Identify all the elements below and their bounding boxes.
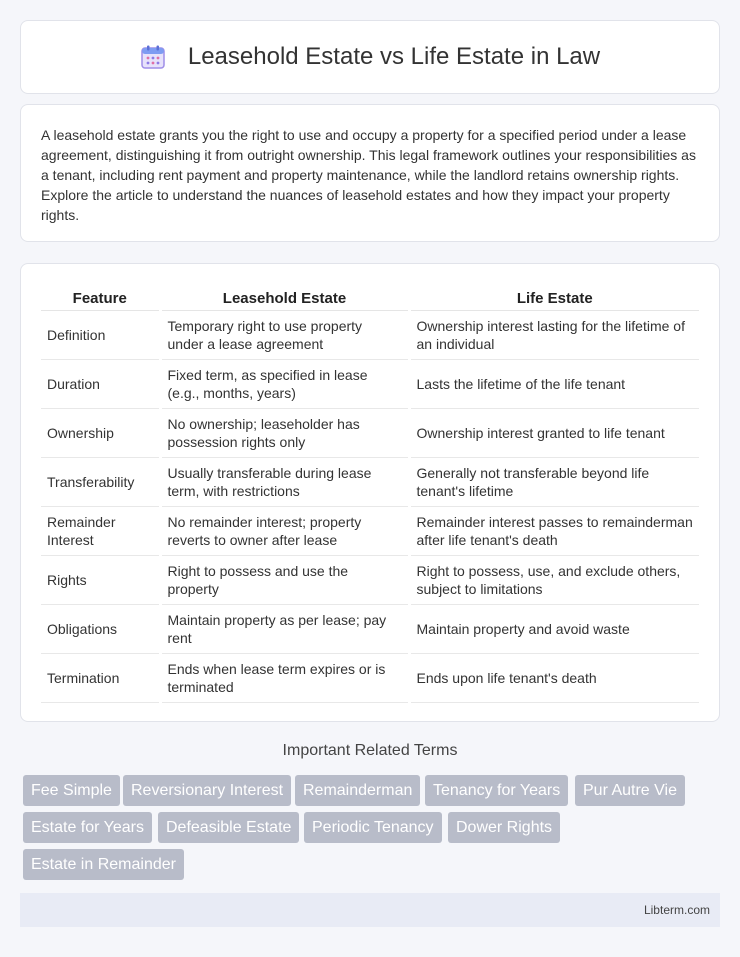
calendar-icon <box>140 44 166 70</box>
tag-fee-simple[interactable]: Fee Simple <box>23 775 120 806</box>
tag-remainderman[interactable]: Remainderman <box>295 775 420 806</box>
footer-site-link[interactable]: Libterm.com <box>643 903 710 917</box>
feature-cell: Obligations <box>41 604 160 653</box>
table-row <box>41 408 699 457</box>
tag-defeasible-estate[interactable]: Defeasible Estate <box>158 812 299 843</box>
life-estate-cell: Remainder interest passes to remainderman after life tenant's death <box>409 506 699 555</box>
life-estate-cell: Right to possess, use, and exclude others, subject to limitations <box>409 555 699 604</box>
feature-cell: Ownership <box>41 408 160 457</box>
tag-pur-autre-vie[interactable]: Pur Autre Vie <box>575 775 685 806</box>
table-row <box>41 604 699 653</box>
feature-cell: Transferability <box>41 457 160 506</box>
leasehold-cell: No ownership; leaseholder has possession rights only <box>160 408 409 457</box>
comparison-table-card <box>20 263 720 722</box>
tag-estate-in-remainder[interactable]: Estate in Remainder <box>23 849 184 880</box>
column-header-life-estate: Life Estate <box>409 284 699 310</box>
tag-reversionary-interest[interactable]: Reversionary Interest <box>123 775 291 806</box>
life-estate-cell: Generally not transferable beyond life tenant's lifetime <box>409 457 699 506</box>
header-card <box>20 20 720 94</box>
comparison-table <box>41 284 699 703</box>
intro-card <box>20 104 720 242</box>
column-header-leasehold: Leasehold Estate <box>160 284 409 310</box>
page-title: Leasehold Estate vs Life Estate in Law <box>187 43 601 70</box>
life-estate-cell: Ownership interest granted to life tenant <box>409 408 699 457</box>
table-header-row <box>41 284 699 310</box>
tag-periodic-tenancy[interactable]: Periodic Tenancy <box>304 812 442 843</box>
feature-cell: Rights <box>41 555 160 604</box>
leasehold-cell: Temporary right to use property under a lease agreement <box>160 310 409 359</box>
tag-estate-for-years[interactable]: Estate for Years <box>23 812 152 843</box>
related-terms-heading: Important Related Terms <box>282 742 458 759</box>
table-row <box>41 555 699 604</box>
life-estate-cell: Ownership interest lasting for the lifetime of an individual <box>409 310 699 359</box>
table-row <box>41 359 699 408</box>
feature-cell: Termination <box>41 653 160 702</box>
leasehold-cell: Maintain property as per lease; pay rent <box>160 604 409 653</box>
tag-dower-rights[interactable]: Dower Rights <box>448 812 560 843</box>
leasehold-cell: Ends when lease term expires or is terminated <box>160 653 409 702</box>
feature-cell: Duration <box>41 359 160 408</box>
leasehold-cell: Fixed term, as specified in lease (e.g., months, years) <box>160 359 409 408</box>
intro-text: A leasehold estate grants you the right to use and occupy a property for a specified period under a lease agreement, distinguishing it from outright ownership. This legal framework outlines your responsibilities as a tenant, including rent payment and property maintenance, while the landlord retains ownership rights. Explore the article to understand the nuances of leasehold estates and how they impact your property rights. <box>41 127 696 223</box>
table-row <box>41 653 699 702</box>
leasehold-cell: Right to possess and use the property <box>160 555 409 604</box>
table-row <box>41 310 699 359</box>
life-estate-cell: Ends upon life tenant's death <box>409 653 699 702</box>
leasehold-cell: Usually transferable during lease term, with restrictions <box>160 457 409 506</box>
table-row <box>41 506 699 555</box>
footer <box>20 893 720 927</box>
leasehold-cell: No remainder interest; property reverts to owner after lease <box>160 506 409 555</box>
tag-tenancy-for-years[interactable]: Tenancy for Years <box>425 775 568 806</box>
column-header-feature: Feature <box>41 284 160 310</box>
feature-cell: Remainder Interest <box>41 506 160 555</box>
feature-cell: Definition <box>41 310 160 359</box>
life-estate-cell: Lasts the lifetime of the life tenant <box>409 359 699 408</box>
table-row <box>41 457 699 506</box>
life-estate-cell: Maintain property and avoid waste <box>409 604 699 653</box>
